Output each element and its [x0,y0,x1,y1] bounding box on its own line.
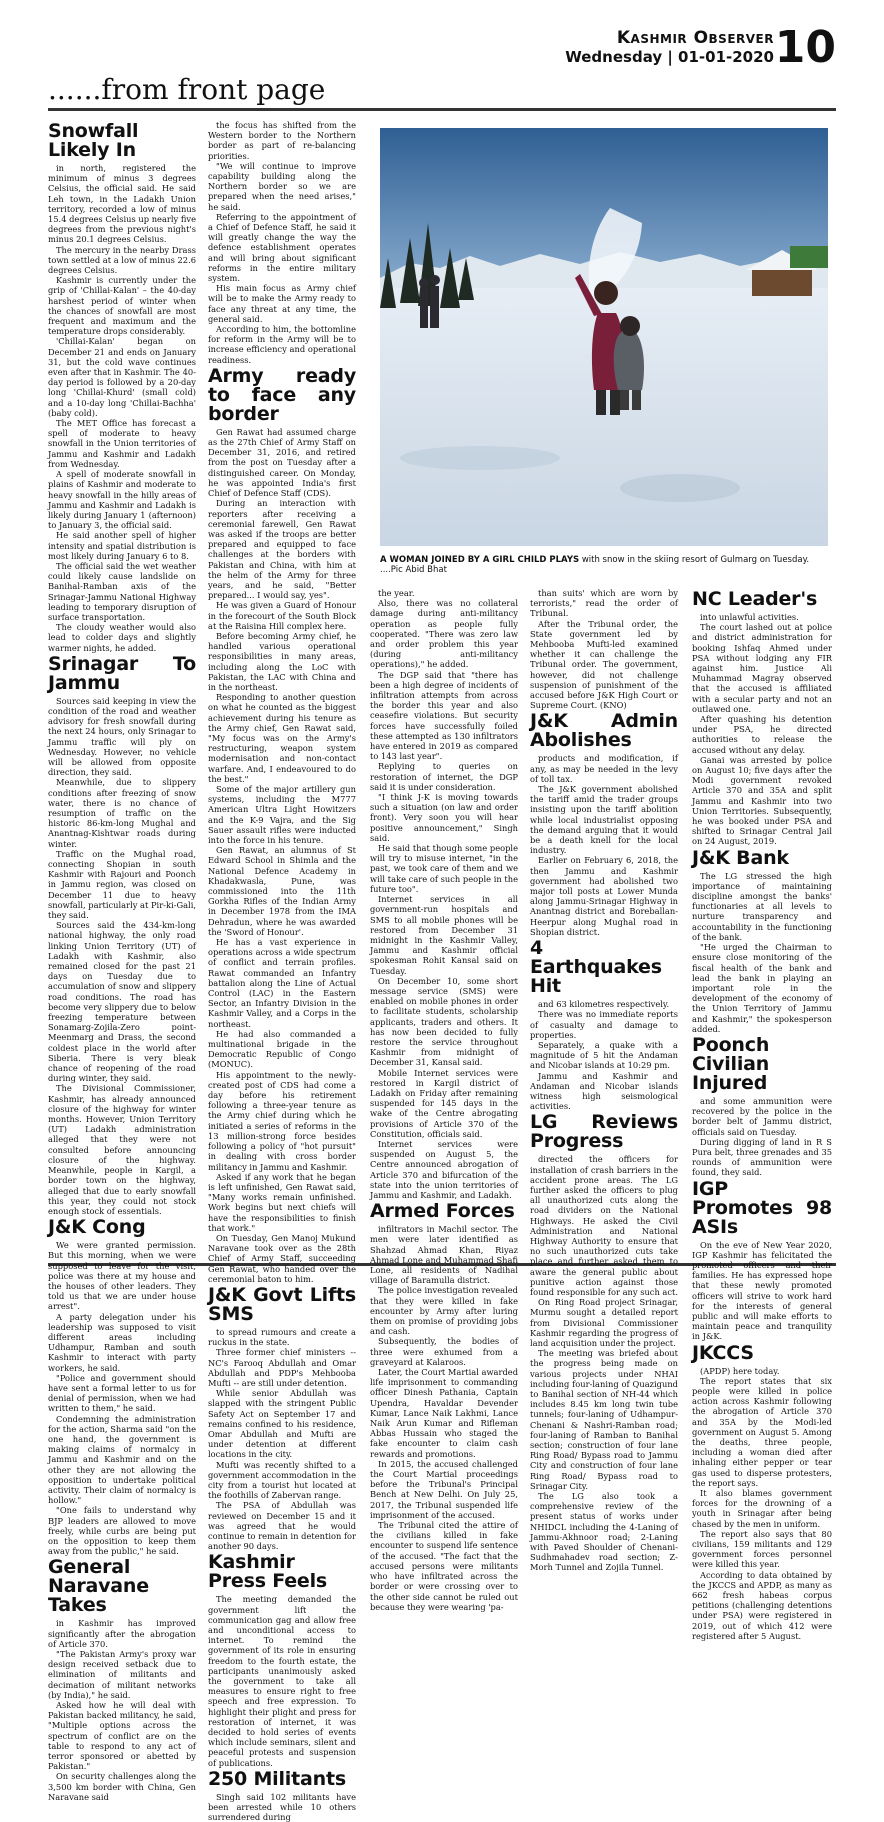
headline-kashmir-press: Kashmir Press Feels [208,1551,328,1593]
caption-text: with snow in the skiing resort of Gulmarg on Tuesday. [581,555,810,565]
column-1 [48,120,196,1802]
paragraph: The LG stressed the high importance of maintaining discipline amongst the banks' functionaries at all levels to nurture transparency and accountability in the functioning of the bank. [692,870,832,942]
paragraph: products and modification, if any, as may be needed in the levy of toll tax. [530,753,678,784]
headline-snowfall: Snowfall Likely In [48,120,139,161]
paragraph: Asked how he will deal with Pakistan backed militancy, he said, "Multiple options across the spectrum of conflict are on the table to respond to any act of terror sponsored or abetted by Pakistan." [48,1700,196,1772]
paragraph: Ganai was arrested by police on August 10; five days after the Modi government revoked Article 370 and 35A and split Jammu and Kashmir into two Union Territories. Subsequently, he was booked under PSA and shifted to Srinagar Central Jail on 24 August, 2019. [692,754,832,847]
paragraph: Also, there was no collateral damage during anti-militancy operation as people fully cooperated. "There was zero law and order problem this year (during anti-militancy operations)," he added. [370,598,518,670]
paragraph: Separately, a quake with a magnitude of 5 hit the Andaman and Nicobar islands at 10:29 pm. [530,1039,678,1071]
paragraph: Subsequently, the bodies of three were exhumed from a graveyard at Kalaroos. [370,1336,518,1367]
paragraph: The report states that six people were killed in police action across Kashmir following the abrogation of Article 370 and 35A by the Modi-led government on August 5. Among the deaths, three people, including a woman died after inhaling either pepper or tear gas used to disperse protesters, the report says. [692,1375,832,1488]
paragraph: Jammu and Kashmir and Andaman and Nicobar islands witness high seismological activities. [530,1070,678,1112]
column-3 [370,588,519,1612]
paragraph: Sources said keeping in view the condition of the road and weather advisory for fresh snowfall during the next 24 hours, only Srinagar to Jammu traffic will ply on Wednesday. However, no vehicle will be allowed from opposite direction, they said. [48,695,196,778]
paragraph: The Divisional Commissioner, Kashmir, has already announced closure of the highway for winter months. However, Union Territory (UT) Ladakh administration alleged that they were not consulted before announcing closure of the highway. Meanwhile, people in Kargil, a border town on the highway, alleged that due to early snowfall this year, they could not stock enough stock of essentials. [48,1083,196,1216]
paragraph: The Tribunal cited the attire of the civilians killed in fake encounter to suspend life sentence of the accused. "The fact that the accused persons were militants who have infiltrated across the border or were crossing over to the other side cannot be ruled out because they were wearing 'pa- [370,1520,518,1612]
article-snowfall [48,163,196,653]
paragraph: the focus has shifted from the Western border to the Northern border as part of re-balancing priorities. [208,120,356,161]
paragraph: The report also says that 80 civilians, 159 militants and 129 government forces personnel were killed this year. [692,1528,832,1570]
paragraph: A spell of moderate snowfall in plains of Kashmir and moderate to heavy snowfall in the hilly areas of Jammu and Kashmir and Ladakh is likely during January 1 (afternoon) to January 3, the official said. [48,469,196,531]
article-250-militants [208,1792,356,1822]
paragraph: Replying to queries on restoration of internet, the DGP said it is under consideration. [370,761,518,792]
paragraph: Asked if any work that he began is left unfinished, Gen Rawat said, "Many works remain unfinished. Work begins but next chiefs will have the responsibilities to finish that work." [208,1171,356,1233]
paragraph: Earlier on February 6, 2018, the then Jammu and Kashmir government had abolished two major toll posts at Lower Munda along Jammu-Srinagar Highway in Anantnag district and Boreballan-Heerpur along Mughal road in Shopian district. [530,855,678,937]
paragraph: The meeting was briefed about the progress being made on various projects under NHAI including four-laning of Quazigund to Banihal section of NH-44 which includes 8.45 km long twin tube tunnels; four-laning of Udhampur-Chenani & Nashri-Ramban road; four-laning of Ramban to Banihal section; construction of four lane Ring Road/ Bypass road to Jammu City and construction of four lane Ring Road/ Bypass road to Srinagar City. [530,1348,678,1491]
paragraph: It also blames government forces for the drowning of a youth in Srinagar after being chased by the men in uniform. [692,1488,832,1529]
headline-jkccs: JKCCS [692,1341,754,1364]
paragraph: Internet services in all government-run hospitals and SMS to all mobile phones will be restored from December 31 midnight in the Kashmir Valley, Jammu and Kashmir official spokesman Rohit Kansal said on Tuesday. [370,894,518,976]
paragraph: He has a vast experience in operations across a wide spectrum of conflict and terrain profiles. Rawat commanded an Infantry battalion along the Line of Actual Control (LAC) in the Eastern Sector, an Infantry Division in the Kashmir Valley, and a Corps in the northeast. [208,937,356,1029]
snow-scene-illustration [380,128,828,546]
masthead [48,22,836,108]
paragraph: After quashing his detention under PSA, he directed authorities to release the accused without any delay. [692,714,832,755]
paragraph: There was no immediate reports of casualty and damage to properties. [530,1009,678,1040]
paragraph: than suits' which are worn by terrorists," read the order of Tribunal. [530,588,678,619]
paragraph: The police investigation revealed that they were killed in fake encounter by Army after luring them on promise of providing jobs and cash. [370,1285,518,1337]
newspaper-brand: Kashmir Observer [616,28,774,48]
paragraph: in north, registered the minimum of minus 3 degrees Celsius, the official said. He said Leh town, in the Ladakh Union territory, recorded a low of minus 15.4 degrees Celsius up nearly five degrees from the previous night's minus 20.1 degrees Celsius. [48,163,196,245]
paragraph: In 2015, the accused challenged the Court Martial proceedings before the Tribunal's Principal Bench at New Delhi. On July 25, 2017, the Tribunal suspended life imprisonment of the accused. [370,1458,518,1520]
article-militants-cont [370,588,518,1200]
paragraph: While senior Abdullah was slapped with the stringent Public Safety Act on September 17 and remains confined to his residence, Omar Abdullah and Mufti are under detention at different locations in the city. [208,1388,356,1460]
paragraph: During an interaction with reporters after receiving a ceremonial farewell, Gen Rawat was asked if the troops are better prepared and equipped to face challenges at the borders with Pakistan and China, with him at the helm of the Army for three years, and he said, "Better prepared... I would say, yes". [208,498,356,601]
paragraph: Referring to the appointment of a Chief of Defence Staff, he said it will greatly change the way the defence establishment operates and will bring about significant reforms in the entire military system. [208,211,356,284]
headline-armed-forces: Armed Forces [370,1200,515,1223]
paragraph: Some of the major artillery gun systems, including the M777 American Ultra Light Howitzers and the K-9 Vajra, and the Sig Sauer assault rifles were inducted into the force in his tenure. [208,783,356,845]
headline-general-naravane: General Naravane Takes [48,1556,149,1617]
paragraph: and 63 kilometres respectively. [538,999,670,1010]
paragraph: Kashmir is currently under the grip of 'Chillai-Kalan' – the 40-day harshest period of winter when the chances of snowfall are most frequent and maximum and the temperature drops considerably. [48,275,196,337]
headline-igp-promotes: IGP Promotes 98 ASIs [692,1177,832,1238]
article-igp-promotes [692,1240,832,1342]
article-srinagar-jammu [48,696,196,1216]
paragraph: The PSA of Abdullah was reviewed on December 15 and it was agreed that he would continue to remain in detention for another 90 days. [208,1500,356,1552]
headline-nc-leader: NC Leader's [692,588,818,610]
headline-250-militants: 250 Militants [208,1767,346,1790]
headline-srinagar-jammu: Srinagar To Jammu [48,652,196,694]
paragraph: The mercury in the nearby Drass town settled at a low of minus 22.6 degrees Celsius. [48,244,196,276]
paragraph: Mufti was recently shifted to a government accommodation in the city from a tourist hut located at the foothills of Zabervan range. [208,1459,356,1501]
paragraph: According to him, the bottomline for reform in the Army will be to increase efficiency and operational readiness. [208,324,356,365]
article-general-naravane [48,1618,196,1802]
paragraph: The J&K government abolished the tariff amid the trader groups insisting upon the tariff abolition while local industrialist opposing the demand arguing that it would be a death knell for the local industry. [530,784,678,856]
paragraph: directed the officers for installation of crash barriers in the accident prone areas. The LG further asked the officers to plug all unauthorized cuts along the road dividers on the National Highways. He asked the Civil Administration and National Highway Authority to ensure that no such unauthorized cuts take place and further asked them to aware the general public about punitive action against those found responsible for any such act. [530,1154,678,1297]
article-admin-abolishes [530,753,678,937]
column-4 [530,588,678,1573]
paragraph: Meanwhile, due to slippery conditions after freezing of snow water, there is no chance of resumption of traffic on the historic 86-km-long Mughal and Anantnag-Kishtwar roads during winter. [48,777,196,849]
paragraph: A party delegation under his leadership was supposed to visit different areas including Udhampur, Ramban and south Kashmir to interact with party workers, he said. [48,1311,196,1373]
paragraph: During digging of land in R S Pura belt, three grenades and 35 rounds of ammunition were found, they said. [692,1136,832,1178]
paragraph: Mobile Internet services were restored in Kargil district of Ladakh on Friday after remaining suspended for 145 days in the wake of the Centre abrogating provisions of Article 370 of the Constitution, officials said. [370,1067,518,1139]
paragraph: He said that though some people will try to misuse internet, "in the past, we took care of them and we will take care of such people in the future too". [370,843,518,894]
article-jk-bank [692,871,832,1034]
caption-bold: A WOMAN JOINED BY A GIRL CHILD PLAYS [380,555,580,565]
paragraph: Responding to another question on what he counted as the biggest achievement during his tenure as the Army chief, Gen Rawat said, "My focus was on the Army's restructuring, weapon system modernisation and non-contact warfare. And, I endeavoured to do the best." [208,692,356,784]
paragraph: The MET Office has forecast a spell of moderate to heavy snowfall in the Union territories of Jammu and Kashmir and Ladakh from Wednesday. [48,418,196,469]
paragraph: (APDP) here today. [700,1365,780,1376]
article-nc-leader [692,612,832,847]
paragraph: He had also commanded a multinational brigade in the Democratic Republic of Congo (MONUC). [208,1028,356,1070]
paragraph: to spread rumours and create a ruckus in the state. [208,1326,356,1348]
paragraph: The court lashed out at police and district administration for booking Ishfaq Ahmed under PSA without lodging any FIR against him. Justice Ali Muhammad Magray observed that the accused is affiliated with a secular party and not an outlawed one. [692,622,832,714]
article-earthquakes [530,999,678,1111]
headline-govt-lifts-sms: J&K Govt Lifts SMS [208,1283,356,1325]
headline-jk-cong: J&K Cong [48,1216,146,1239]
paragraph: The cloudy weather would also lead to colder days and slightly warmer nights, he added. [48,622,196,653]
paragraph: Three former chief ministers -- NC's Farooq Abdullah and Omar Abdullah and PDP's Mehbooba Mufti -- are still under detention. [208,1347,356,1388]
paragraph: "I think J-K is moving towards such a situation (on law and order front). Very soon you will hear positive announcement," Singh said. [370,792,518,843]
paragraph: After the Tribunal order, the State government led by Mehbooba Mufti-led examined whether it can challenge the Tribunal order. The government, however, did not challenge suspension of punishment of the accused before J&K High Court or Supreme Court. (KNO) [530,618,678,711]
paragraph: "One fails to understand why BJP leaders are allowed to move freely, while curbs are being put on the opposition to keep them away from the public," he said. [48,1505,196,1557]
headline-jk-bank: J&K Bank [692,846,789,869]
headline-army-ready: Army ready to face any border [208,364,356,425]
paragraph: The LG also took a comprehensive review of the present status of works under NHIDCL including the 4-Laning of Jammu-Akhnoor road; 2-Laning with Paved Shoulder of Chenani-Sudhmahadev road section; Z-Morh Tunnel and Zojila Tunnel. [530,1491,678,1573]
paragraph: The official said the wet weather could likely cause landslide on Banihal-Ramban axis of the Srinagar-Jammu National Highway leading to temporary disruption of surface transportation. [48,560,196,622]
headline-admin-abolishes: J&K Admin Abolishes [530,710,678,752]
paragraph: 'Chillai-Kalan' began on December 21 and ends on January 31, but the cold wave continues even after that in Kashmir. The 40-day period is followed by a 20-day long 'Chillai-Khurd' (small cold) and a 10-day long 'Chillai-Bachha' (baby cold). [48,336,196,418]
page-date: Wednesday | 01-01-2020 [565,48,774,66]
headline-lg-reviews: LG Reviews Progress [530,1111,678,1153]
article-naravane-cont [208,120,356,365]
paragraph: "We will continue to improve capability building along the Northern border so we are prepared when the need arises," he said. [208,160,356,212]
column-5 [692,588,832,1641]
article-jk-cong [48,1240,196,1556]
paragraph: Gen Rawat had assumed charge as the 27th Chief of Army Staff on December 31, 2016, and retired from the post on Tuesday after a distinguished career. On Monday, he was appointed India's first Chief of Defence Staff (CDS). [208,426,356,499]
paragraph: According to data obtained by the JKCCS and APDP, as many as 662 fresh habeas corpus petitions (challenging detentions under PSA) were registered in 2019, out of which 412 were registered after 5 August. [692,1569,832,1641]
article-jkccs [692,1366,832,1641]
paragraph: The DGP said that "there has been a high degree of incidents of infiltration attempts from across the border this year and also ceasefire violations. But security forces have successfully foiled these attempted as 130 infiltrators have entered in 2019 as compared to 143 last year". [370,669,518,762]
paragraph: into unlawful activities. [700,612,799,622]
article-lg-reviews [530,1154,678,1572]
paragraph: On December 10, some short message service (SMS) were enabled on mobile phones in order to facilitate students, scholarship applicants, traders and others. It has now been decided to fully restore the service throughout Kashmir from midnight of December 31, Kansal said. [370,975,518,1068]
paragraph: Gen Rawat, an alumnus of St Edward School in Shimla and the National Defence Academy in Khadakwasla, Pune, was commissioned into the 11th Gorkha Rifles of the Indian Army in December 1978 from the IMA Dehradun, where he was awarded the 'Sword of Honour'. [208,845,356,937]
paragraph: His appointment to the newly-created post of CDS had come a day before his retirement following a three-year tenure as the Army chief during which he initiated a series of reforms in the 13 million-strong force besides following a policy of "hot pursuit" in dealing with cross border militancy in Jammu and Kashmir. [208,1069,356,1172]
paragraph: Singh said 102 militants have been arrested while 10 others surrendered during [208,1791,356,1822]
paragraph: He said another spell of higher intensity and spatial distribution is most likely during January 6 to 8. [48,530,196,561]
paragraph: His main focus as Army chief will be to make the Army ready to face any threat at any time, the general said. [208,283,356,324]
snow-photo [380,128,828,546]
article-govt-lifts-sms [208,1327,356,1551]
article-army-ready [208,427,356,1284]
article-poonch-civilian [692,1096,832,1178]
paragraph: Internet services were suspended on August 5, the Centre announced abrogation of Article 370 and bifurcation of the state into the union territories of Jammu and Kashmir, and Ladakh. [370,1138,518,1200]
top-rule [48,108,836,111]
headline-earthquakes: 4 Earthquakes Hit [530,937,662,998]
paragraph: "He urged the Chairman to ensure close monitoring of the fiscal health of the bank and lead the bank in playing an important role in the development of the economy of the Union Territory of Jammu and Kashmir," the spokesperson added. [692,942,832,1034]
article-kashmir-press [208,1594,356,1767]
paragraph: On Tuesday, Gen Manoj Mukund Naravane took over as the 28th Chief of Army Staff, succeeding Gen Rawat, who handed over the ceremonial baton to him. [208,1232,356,1284]
section-title: ......from front page [48,73,326,106]
article-armed-forces-cont [530,588,678,710]
headline-poonch-civilian: Poonch Civilian Injured [692,1033,770,1094]
paragraph: "Police and government should have sent a formal letter to us for denial of permission, when we had written to them," he said. [48,1372,196,1414]
paragraph: Before becoming Army chief, he handled various operational responsibilities in many areas, including along the LoC with Pakistan, the LAC with China and in the northeast. [208,630,356,692]
page-number: 10 [774,22,836,73]
paragraph: On the eve of New Year 2020, IGP Kashmir has felicitated the promoted officers and their families. He has expressed hope that these newly promoted officers will strive to work hard for the interests of general public and will make efforts to maintain peace and tranquility in J&K. [692,1239,832,1342]
paragraph: He was given a Guard of Honour in the forecourt of the South Block at the Raisina Hill complex here. [208,600,356,631]
photo-caption [380,555,828,575]
paragraph: the year. [378,588,415,598]
paragraph: Condemning the administration for the action, Sharma said "on the one hand, the government is making claims of normalcy in Jammu and Kashmir and on the other they are not allowing the opposition to undertake political activity. Their claim of normalcy is hollow." [48,1413,196,1506]
photo-credit: ....Pic Abid Bhat [380,565,447,575]
paragraph: and some ammunition were recovered by the police in the border belt of Jammu district, officials said on Tuesday. [692,1095,832,1137]
paragraph: On security challenges along the 3,500 km border with China, Gen Naravane said [48,1771,196,1802]
paragraph: Later, the Court Martial awarded life imprisonment to commanding officer Dinesh Pathania, Captain Upendra, Havaldar Devender Kumar, Lance Naik Lakhmi, Lance Naik Arun Kumar and Rifleman Abbas Hussain who staged the fake encounter to claim cash rewards and promotions. [370,1367,519,1459]
paragraph: Sources said the 434-km-long national highway, the only road linking Union Territory (UT) of Ladakh with Kashmir, also remained closed for the past 21 days on Tuesday due to accumulation of snow and slippery road conditions. The road has become very slippery due to below freezing temperature between Sonamarg-Zojila-Zero point-Meenmarg and Drass, the second coldest place in the world after Siberia. There is very bleak chance of reopening of the road during winter, they said. [48,920,196,1084]
article-armed-forces [370,1224,518,1612]
paragraph: The meeting demanded the government lift the communication gag and allow free and unconditional access to internet. To remind the government of its role in ensuring freedom to the fourth estate, the participants unanimously asked the government to take all measures to ensure right to free speech and free expression. To highlight their plight and press for restoration of internet, it was decided to hold series of events which include seminars, silent and peaceful protests and suspension of publications. [208,1594,356,1768]
paragraph: in Kashmir has improved significantly after the abrogation of Article 370. [48,1618,196,1649]
paragraph: We were granted permission. But this morning, when we were supposed to leave for the visit, police was there at my house and the houses of other leaders. They told us that we are under house arrest". [48,1240,196,1312]
column-2 [208,120,356,1822]
paragraph: Traffic on the Mughal road, connecting Shopian in south Kashmir with Rajouri and Poonch in Jammu region, was closed on December 11 due to heavy snowfall, particularly at Pir-ki-Gali, they said. [48,848,196,921]
paragraph: "The Pakistan Army's proxy war design received setback due to elimination of militants and decimation of militant networks (by India)," he said. [48,1649,196,1700]
paragraph: On Ring Road project Srinagar, Murmu sought a detailed report from Divisional Commissioner Kashmir regarding the progress of land acquisition under the project. [530,1297,678,1348]
paragraph: infiltrators in Machil sector. The men were later identified as Shahzad Ahmad Khan, Riyaz Ahmad Lone and Muhammad Shafi Lone, all residents of Nadihal village of Baramulla district. [370,1224,518,1286]
